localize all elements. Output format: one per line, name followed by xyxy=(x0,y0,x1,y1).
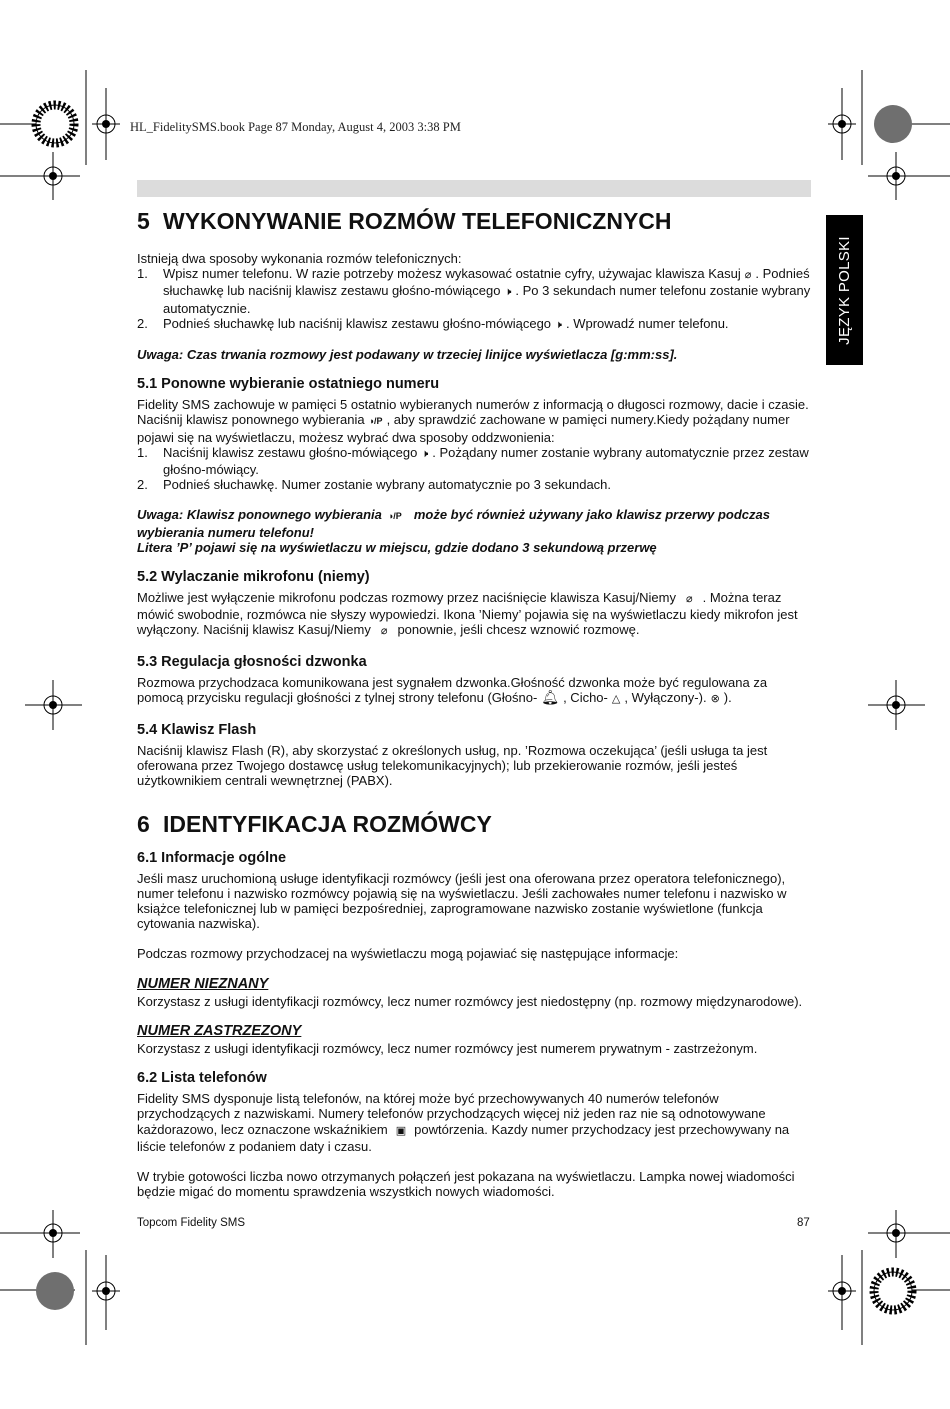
speaker-key-icon: 🕨 xyxy=(421,447,429,460)
paragraph: Naciśnij klawisz Flash (R), aby skorzystać z określonych usług, np. ’Rozmowa oczekująca’ (jeśli usługa ta jest oferowana przez Twojego dostawcę usług telekomunikacyjnych); lub przekierowanie rozmów, jeśli jesteś użytkownikiem centrali wewnętrznej (PABX). xyxy=(137,743,768,789)
subheading-unknown-number: NUMER NIEZNANY xyxy=(137,975,269,992)
chapter-5-heading xyxy=(137,208,813,235)
speaker-key-icon: 🕨 xyxy=(555,318,562,331)
print-header: HL_FidelitySMS.book Page 87 Monday, August 4, 2003 3:38 PM xyxy=(130,120,461,134)
chapter-6-heading xyxy=(137,811,813,838)
section-heading: 6.1 Informacje ogólne xyxy=(137,849,287,866)
crosshair-mark-icon xyxy=(0,152,80,200)
language-tab xyxy=(826,215,863,365)
paragraph: Jeśli masz uruchomioną usługe identyfikacji rozmówcy (jeśli jest ona oferowana przez operatora telefonicznego), numer telefonu i nazwisko rozmówcy pojawią się na wyświetlaczu. Jeśli zachowałes numer telefonu i nazwisko w książce telefonicznej lub w pamięci bezpośredniej, zaprogramowane nazwisko zostanie wyświetlone (funkcja cytowania nazwiska). xyxy=(137,870,787,932)
star-target-icon xyxy=(36,105,74,143)
chapter-5-intro: Istnieją dwa sposoby wykonania rozmów telefonicznych: xyxy=(137,251,462,266)
mute-clear-key-icon: ⌀ xyxy=(380,625,388,638)
paragraph: Rozmowa przychodzaca komunikowana jest sygnałem dzwonka.Głośność dzwonka może być regulowana za pomocą przycisku regulacji głośności z tylnej strony telefonu (Głośno- 🔔︎ , Cicho- △ , Wyłączony-). ⊗ ). xyxy=(137,675,813,707)
paragraph: Korzystasz z usługi identyfikacji rozmówcy, lecz numer rozmówcy jest numerem prywatnym - zastrzeżonym. xyxy=(137,1040,758,1056)
note: Uwaga: Klawisz ponownego wybierania ◑/P może być również używany jako klawisz przerwy podczas wybierania numeru telefonu! xyxy=(137,507,771,540)
section-heading: 5.1 Ponowne wybieranie ostatniego numeru xyxy=(137,376,440,393)
note: Litera ’P’ pojawi się na wyświetlaczu w miejscu, gdzie dodano 3 sekundową przerwę xyxy=(137,539,657,555)
paragraph: Korzystasz z usługi identyfikacji rozmówcy, lecz numer rozmówcy jest niedostępny (np. rozmowy międzynarodowe). xyxy=(137,993,803,1009)
bell-off-icon: ⊗ xyxy=(710,692,720,705)
chapter-title: WYKONYWANIE ROZMÓW TELEFONICZNYCH xyxy=(163,208,672,234)
crosshair-mark-icon xyxy=(0,1210,80,1258)
section-heading: 5.2 Wylaczanie mikrofonu (niemy) xyxy=(137,569,370,586)
repeat-indicator-icon: ▣ xyxy=(395,1124,407,1137)
redial-key-icon: ◑/P xyxy=(368,416,383,427)
crosshair-mark-icon xyxy=(868,152,950,200)
list-item: 2. Podnieś słuchawkę lub naciśnij klawisz zestawu głośno-mówiącego 🕨 . Wprowadź numer telefonu. xyxy=(137,316,813,333)
chapter-number: 5 xyxy=(137,208,150,234)
note: Uwaga: Czas trwania rozmowy jest podawany w trzeciej linijce wyświetlacza [g:mm:ss]. xyxy=(137,347,678,363)
page-content xyxy=(137,208,813,1199)
mute-clear-key-icon: ⌀ xyxy=(744,269,752,282)
bell-loud-icon: 🔔︎ xyxy=(541,688,560,705)
list-item: 1. Wpisz numer telefonu. W razie potrzeby możesz wykasować ostatnie cyfry, używajac klawisza Kasuj ⌀ . Podnieś słuchawkę lub naciśnij klawisz zestawu głośno-mówiącego 🕨 . Po 3 sekundach numer telefonu zostanie wybrany automatycznie. xyxy=(137,266,811,316)
chapter-title: IDENTYFIKACJA ROZMÓWCY xyxy=(163,810,492,837)
section-heading: 6.2 Lista telefonów xyxy=(137,1070,267,1087)
footer-product: Topcom Fidelity SMS xyxy=(137,1217,246,1229)
section-heading: 5.4 Klawisz Flash xyxy=(137,722,257,739)
header-bar xyxy=(137,180,811,197)
paragraph: Fidelity SMS dysponuje listą telefonów, na której może być przechowywanych 40 numerów telefonów przychodzących z nazwiskami. Numery telefonów przychodzących więcej niż jeden raz nie są odnotowywane każdorazowo, lecz oznaczone wskaźnikiem ▣ powtórzenia. Kazdy numer przychodzacy jest przechowywany na liście telefonów z podaniem daty i czasu. xyxy=(137,1091,790,1154)
grey-dot-icon xyxy=(874,105,912,143)
section-heading: 5.3 Regulacja głosności dzwonka xyxy=(137,653,367,670)
list-item: 2. Podnieś słuchawkę. Numer zostanie wybrany automatycznie po 3 sekundach. xyxy=(137,477,612,493)
redial-key-icon: ◑/P xyxy=(387,511,402,522)
mute-clear-key-icon: ⌀ xyxy=(685,593,693,606)
speaker-key-icon: 🕨 xyxy=(504,286,512,299)
subheading-private-number: NUMER ZASTRZEZONY xyxy=(137,1022,302,1039)
bell-quiet-icon: △ xyxy=(611,692,621,705)
paragraph: Możliwe jest wyłączenie mikrofonu podczas rozmowy przez naciśnięcie klawisza Kasuj/Niemy ⌀ . Można teraz mówić swobodnie, rozmówca nie słyszy wypowiedzi. Ikona ’Niemy’ pojawia się na wyświetlaczu kiedy mikrofon jest wyłączony. Naciśnij klawisz Kasuj/Niemy ⌀ ponownie, jeśli chcesz wznowić rozmowę. xyxy=(137,590,813,640)
language-tab-label: JĘZYK POLSKI xyxy=(836,235,854,345)
crosshair-mark-icon xyxy=(868,1210,950,1258)
star-target-icon xyxy=(874,1272,912,1310)
chapter-number: 6 xyxy=(137,810,150,837)
page-number: 87 xyxy=(797,1217,810,1229)
paragraph: Fidelity SMS zachowuje w pamięci 5 ostatnio wybieranych numerów z informacją o długosci rozmowy, dacie i czasie. Naciśnij klawisz ponownego wybierania ◑/P , aby sprawdzić zachowane w pamięci numery.Kiedy pożądany numer pojawi się na wyświetlaczu, możesz wybrać dwa sposoby oddzwonienia: xyxy=(137,397,809,445)
list-item: 1. Naciśnij klawisz zestawu głośno-mówiącego 🕨 . Pożądany numer zostanie wybrany automatycznie przez zestaw głośno-mówiący. xyxy=(137,444,809,478)
paragraph: Podczas rozmowy przychodzacej na wyświetlaczu mogą pojawiać się następujące informacje: xyxy=(137,946,679,962)
grey-dot-icon xyxy=(36,1272,74,1310)
paragraph: W trybie gotowości liczba nowo otrzymanych połączeń jest pokazana na wyświetlaczu. Lampka nowej wiadomości będzie migać do momentu sprawdzenia wszystkich nowych wiadomości. xyxy=(137,1168,795,1200)
